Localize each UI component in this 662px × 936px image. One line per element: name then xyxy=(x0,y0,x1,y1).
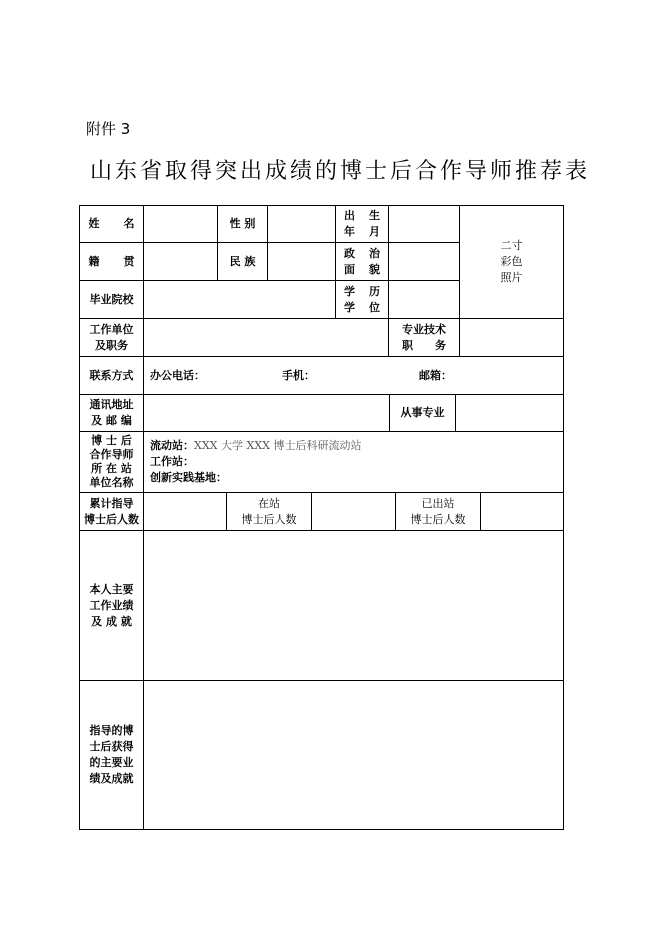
political-label: 政 治 面 貌 xyxy=(335,242,389,281)
mobile-station-value: XXX 大学 XXX 博士后科研流动站 xyxy=(194,439,362,452)
work-station-label: 工作站： xyxy=(150,455,194,468)
attachment-label: 附件 3 xyxy=(86,120,131,138)
in-station-label: 在站 博士后人数 xyxy=(226,492,312,531)
contact-field[interactable] xyxy=(143,356,564,395)
achievements-field[interactable] xyxy=(143,530,564,681)
photo-box[interactable]: 二寸 彩色 照片 xyxy=(459,205,564,319)
email-label: 邮箱： xyxy=(419,368,452,382)
title-label: 专业技术 职 务 xyxy=(388,318,460,357)
school-field[interactable] xyxy=(143,280,336,319)
station-unit-label: 博 士 后 合作导师 所 在 站 单位名称 xyxy=(79,431,144,493)
degree-label: 学 历 学 位 xyxy=(335,280,389,319)
specialty-field[interactable] xyxy=(455,394,564,432)
contact-label: 联系方式 xyxy=(79,356,144,395)
address-field[interactable] xyxy=(143,394,390,432)
guided-achievements-field[interactable] xyxy=(143,680,564,830)
mobile-station-label: 流动站： xyxy=(150,439,194,452)
gender-field[interactable] xyxy=(267,205,336,243)
birth-label: 出 生 年 月 xyxy=(335,205,389,243)
innovation-base-label: 创新实践基地： xyxy=(150,471,227,484)
office-phone-label: 办公电话： xyxy=(150,368,205,382)
ethnic-label: 民 族 xyxy=(217,242,268,281)
work-unit-field[interactable] xyxy=(143,318,389,357)
mobile-label: 手机： xyxy=(282,368,315,382)
degree-field[interactable] xyxy=(388,280,460,319)
name-label: 姓 名 xyxy=(79,205,144,243)
work-unit-label: 工作单位 及职务 xyxy=(79,318,144,357)
guided-achievements-label: 指导的博 士后获得 的主要业 绩及成就 xyxy=(79,680,144,830)
achievements-label: 本人主要 工作业绩 及 成 就 xyxy=(79,530,144,681)
name-field[interactable] xyxy=(143,205,218,243)
native-field[interactable] xyxy=(143,242,218,281)
gender-label: 性 别 xyxy=(217,205,268,243)
out-station-label: 已出站 博士后人数 xyxy=(395,492,481,531)
political-field[interactable] xyxy=(388,242,460,281)
ethnic-field[interactable] xyxy=(267,242,336,281)
birth-field[interactable] xyxy=(388,205,460,243)
specialty-label: 从事专业 xyxy=(389,394,456,432)
station-unit-field[interactable] xyxy=(143,431,564,493)
total-label: 累计指导 博士后人数 xyxy=(79,492,144,531)
school-label: 毕业院校 xyxy=(79,280,144,319)
in-station-field[interactable] xyxy=(311,492,396,531)
out-station-field[interactable] xyxy=(480,492,564,531)
native-label: 籍 贯 xyxy=(79,242,144,281)
address-label: 通讯地址 及 邮 编 xyxy=(79,394,144,432)
page-title: 山东省取得突出成绩的博士后合作导师推荐表 xyxy=(90,159,591,184)
title-field[interactable] xyxy=(459,318,564,357)
total-field[interactable] xyxy=(143,492,227,531)
